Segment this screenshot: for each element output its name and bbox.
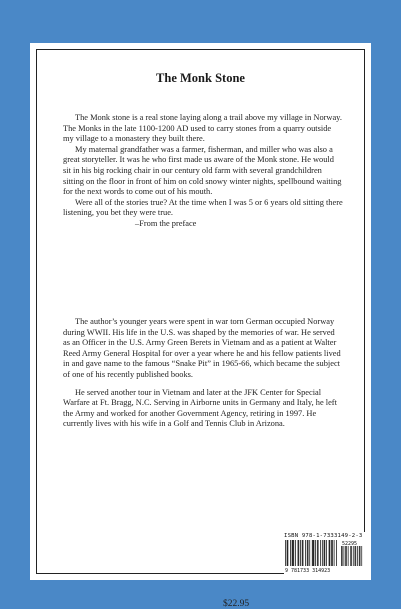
barcode-bar	[290, 540, 291, 566]
addon-bar	[350, 546, 351, 566]
barcode-bar	[288, 540, 289, 566]
barcode-bar	[285, 540, 286, 566]
barcode-bar	[331, 540, 332, 566]
barcode-bar	[305, 540, 306, 566]
text-panel	[30, 43, 371, 609]
barcode-bar	[314, 540, 315, 566]
price-label: $22.95	[223, 599, 250, 609]
barcode-digits: 9 781733 314923	[285, 568, 331, 574]
preface-paragraph: My maternal grandfather was a farmer, fisherman, and miller who was also a great storyteller. It was he who first made us aware of the Monk stone. He would sit in his big rocking chair in our century old farm with several grandchildren sitting on the floor in front of him on cold snowy winter nights, spellbound waiting for the next words to come out of his mouth.	[63, 144, 342, 197]
addon-bar	[348, 546, 349, 566]
barcode-bar	[320, 540, 321, 566]
barcode-bar	[313, 540, 314, 566]
barcode-bar	[317, 540, 318, 566]
addon-bar	[361, 546, 362, 566]
barcode-bar	[318, 540, 319, 566]
barcode-bar	[287, 540, 288, 566]
addon-bar	[359, 546, 360, 566]
barcode-bar	[334, 540, 335, 566]
addon-bar	[351, 546, 352, 566]
addon-bar	[345, 546, 346, 566]
barcode-price-code: 52295	[342, 541, 358, 547]
barcode-bar	[329, 540, 330, 566]
addon-bar	[353, 546, 354, 566]
addon-bar	[355, 546, 356, 566]
barcode-bar	[293, 540, 294, 566]
barcode-bar	[298, 540, 299, 566]
barcode-bar	[293, 540, 294, 566]
barcode-bar	[324, 540, 325, 566]
bio-paragraph: He served another tour in Vietnam and later at the JFK Center for Special Warfare at Ft. Bragg, N.C. Serving in Airborne units in Germany and Italy, he left the Army and worked for another Government Agency, retiring in 1997. He currently lives with his wife in a Golf and Tennis Club in Arizona.	[63, 387, 337, 429]
barcode-image	[285, 540, 365, 574]
barcode-bar	[332, 540, 333, 566]
book-title: The Monk Stone	[156, 71, 245, 85]
barcode-bar	[315, 540, 316, 566]
barcode-bar	[302, 540, 303, 566]
barcode-bar	[295, 540, 296, 566]
barcode-bar	[292, 540, 293, 566]
barcode-bar	[336, 540, 337, 566]
barcode-bar	[322, 540, 323, 566]
barcode-bar	[300, 540, 301, 566]
preface-excerpt	[63, 113, 343, 230]
addon-bar	[342, 546, 343, 566]
barcode-bar	[308, 540, 309, 566]
isbn-text: ISBN 978-1-7333149-2-3	[284, 533, 363, 539]
preface-paragraph: The Monk stone is a real stone laying along a trail above my village in Norway. The Monks in the late 1100-1200 AD used to carry stones from a quarry outside my village to a monastery they built there.	[63, 113, 342, 144]
author-bio	[63, 317, 343, 430]
barcode-area	[284, 532, 366, 576]
bio-paragraph: The author’s younger years were spent in war torn German occupied Norway during WWII. His life in the U.S. was shaped by the memories of war. He served as an Officer in the U.S. Army Green Berets in Vietnam and as a patient at Walter Reed Army General Hospital for over a year where he and his fellow patients lived in and gave name to the famous “Snake Pit” in 1965-66, which became the subject of one of his recently published books.	[63, 317, 341, 379]
addon-bar	[346, 546, 347, 566]
barcode-bar	[330, 540, 331, 566]
barcode-bar	[312, 540, 313, 566]
barcode-bar	[326, 540, 327, 566]
barcode-bar	[309, 540, 310, 566]
barcode-bar	[303, 540, 304, 566]
addon-bar	[357, 546, 358, 566]
preface-attribution: –From the preface	[135, 218, 197, 228]
addon-bar	[344, 546, 345, 566]
barcode-bar	[307, 540, 308, 566]
preface-paragraph: Were all of the stories true? At the time when I was 5 or 6 years old sitting there listening, you bet they were true.	[63, 197, 343, 218]
barcode-bar	[324, 540, 325, 566]
addon-bar	[355, 546, 356, 566]
addon-bar	[360, 546, 361, 566]
addon-bar	[341, 546, 342, 566]
barcode-bar	[298, 540, 299, 566]
